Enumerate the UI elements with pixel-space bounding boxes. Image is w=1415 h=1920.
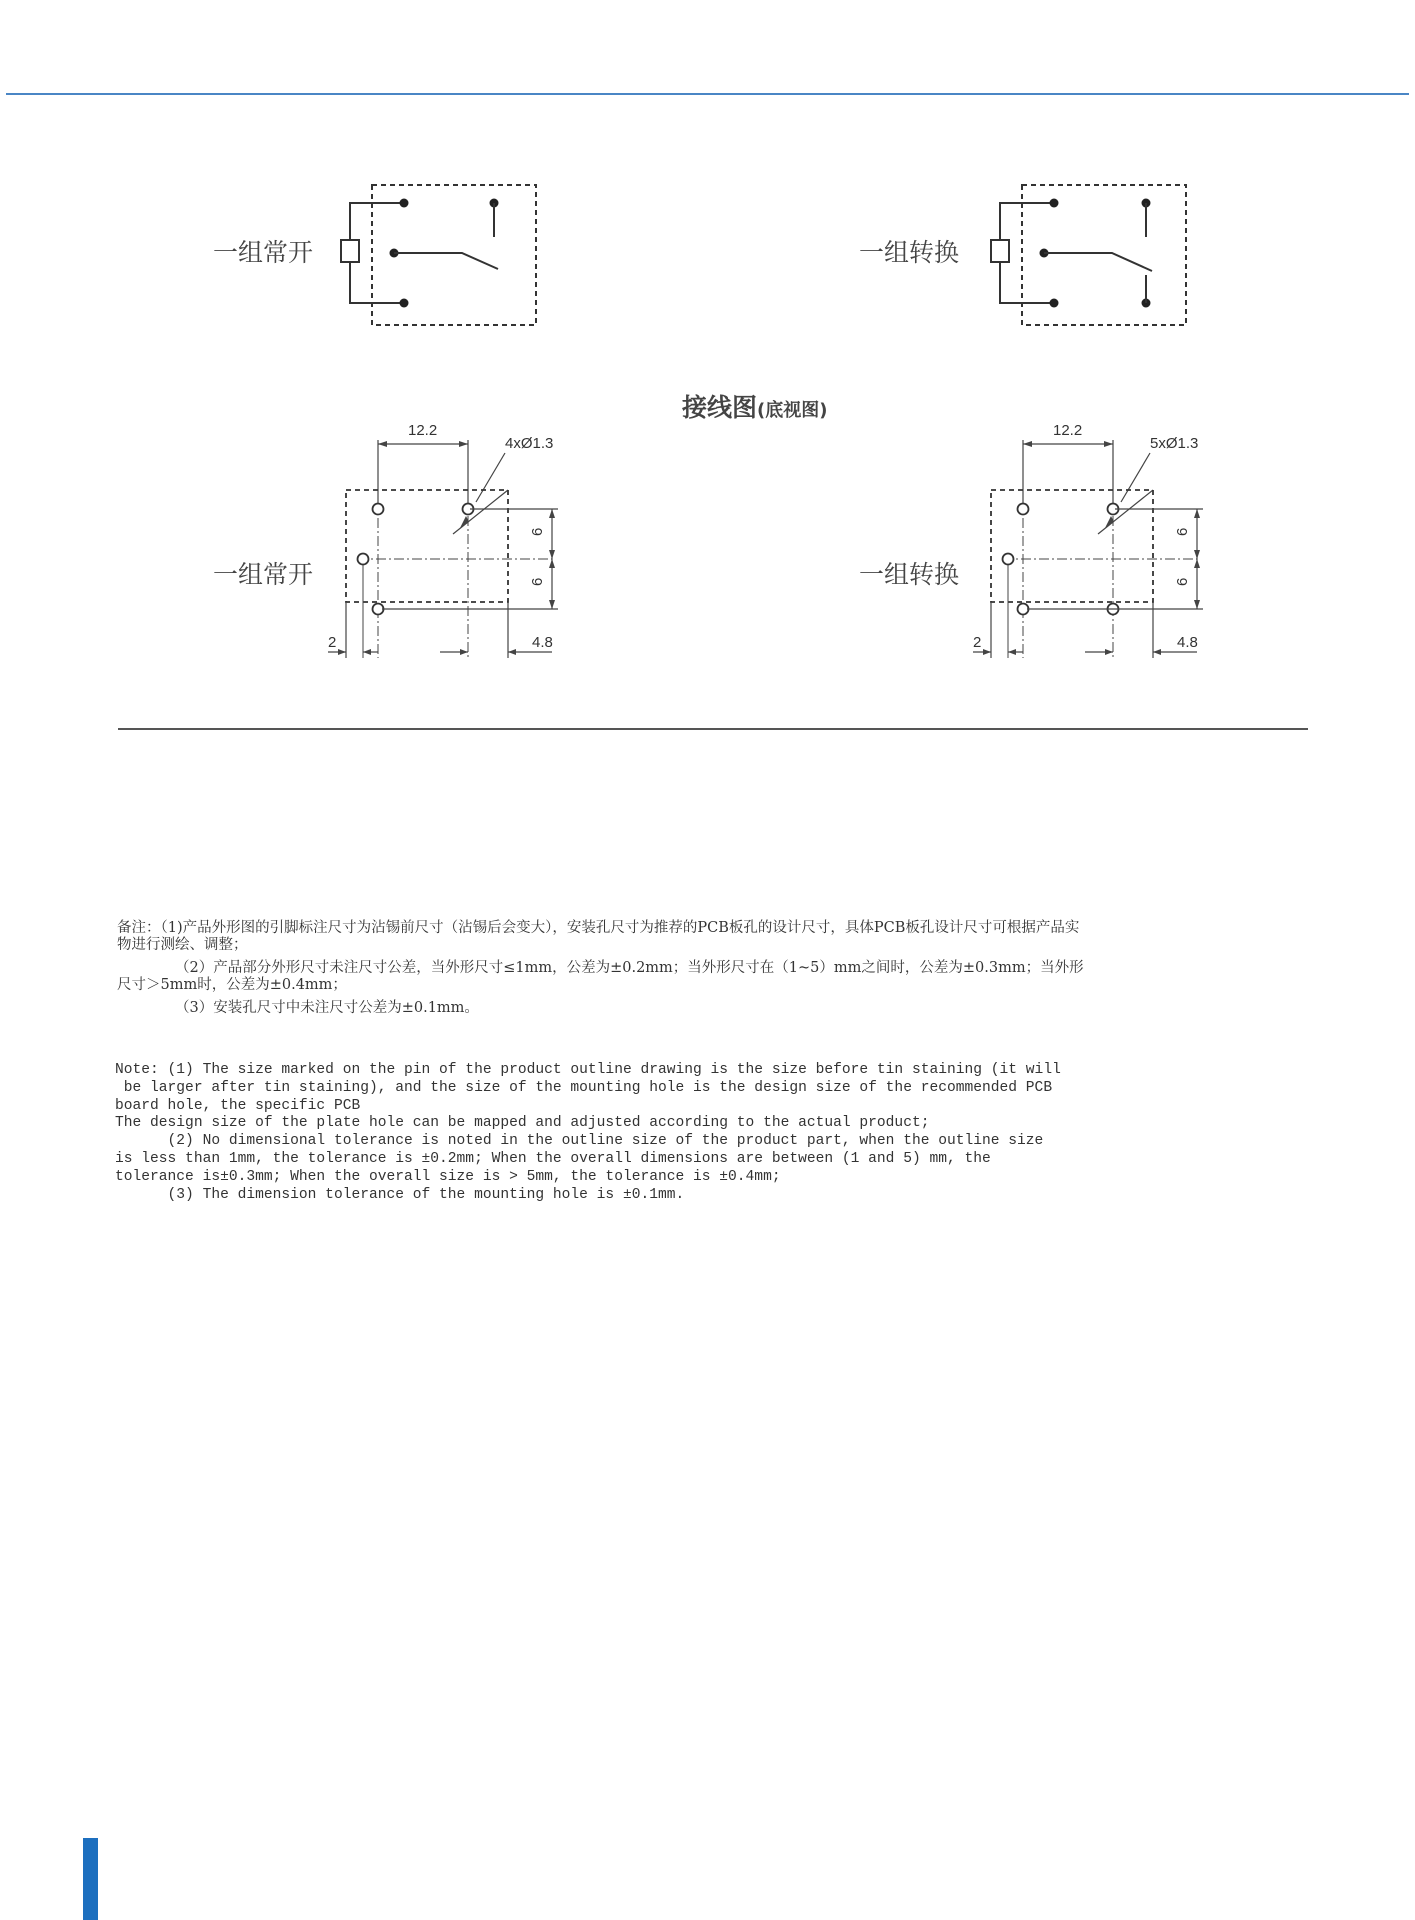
arrow-head [1194, 559, 1200, 568]
dim-v-lower-text: 6 [1174, 577, 1191, 586]
coil-wire-bottom [350, 262, 404, 303]
arrow-head [1023, 441, 1032, 447]
arrow-head [338, 649, 346, 655]
arrow-head [983, 649, 991, 655]
arrow-head [1194, 550, 1200, 559]
wiring-diagram-caption [682, 388, 827, 424]
pcb-layout-normally-open [320, 418, 580, 678]
dim-hole-text: 4xØ1.3 [505, 435, 554, 452]
note-en-line: Note: (1) The size marked on the pin of the product outline drawing is the size before tin staining (it will [115, 1062, 1061, 1078]
leader-line [1098, 490, 1153, 534]
note-en-line: (2) No dimensional tolerance is noted in the outline size of the product part, when the outline size [115, 1133, 1044, 1150]
arrow-head [549, 600, 555, 609]
switch-arm [1044, 253, 1152, 271]
dim-offset-left-text: 2 [328, 634, 337, 651]
arrow-head [460, 649, 468, 655]
dim-v-upper-text: 6 [529, 527, 546, 536]
note-cn-3: （3）安装孔尺寸中未注尺寸公差为±0.1mm。 [175, 1000, 479, 1016]
arrow-head [459, 441, 468, 447]
pin-hole [373, 604, 384, 615]
arrow-head [1194, 509, 1200, 518]
caption-sub: (底视图) [757, 400, 828, 421]
coil-wire-top [1000, 203, 1054, 240]
arrow-head [549, 559, 555, 568]
pcb-layout-changeover [965, 418, 1225, 678]
note-en-line: tolerance is±0.3mm; When the overall size is > 5mm, the tolerance is ±0.4mm; [115, 1168, 781, 1185]
coil-wire-top [350, 203, 404, 240]
arrow-head [1153, 649, 1161, 655]
note-cn-1: 备注：（1)产品外形图的引脚标注尺寸为沾锡前尺寸（沾锡后会变大），安装孔尺寸为推荐的PCB板孔的设计尺寸，具体PCB板孔设计尺寸可根据产品实物进行测绘、调整； [117, 920, 1080, 953]
switch-arm [394, 253, 498, 269]
pin-hole [1003, 554, 1014, 565]
schematic-changeover [970, 175, 1200, 335]
dim-offset-right-text: 4.8 [532, 634, 553, 651]
component-outline [991, 490, 1153, 602]
pin-dot [400, 299, 409, 308]
arrow-head [378, 441, 387, 447]
pin-hole [1018, 504, 1029, 515]
header-rule [6, 93, 1409, 95]
label-co-schematic: 一组转换 [859, 238, 960, 267]
note-en-line: (3) The dimension tolerance of the mounting hole is ±0.1mm. [115, 1186, 685, 1203]
arrow-head [363, 649, 371, 655]
section-divider [118, 728, 1308, 730]
dim-hole-text: 5xØ1.3 [1150, 435, 1199, 452]
footer-accent-bar [83, 1838, 98, 1920]
notes-chinese [117, 920, 1087, 1023]
pin-hole [373, 504, 384, 515]
coil-symbol [991, 240, 1009, 262]
schematic-normally-open [320, 175, 550, 335]
arrow-head [549, 509, 555, 518]
caption-main: 接线图 [682, 393, 758, 422]
note-cn-2: （2）产品部分外形尺寸未注尺寸公差，当外形尺寸≤1mm，公差为±0.2mm；当外形尺寸在（1~5）mm之间时，公差为±0.3mm；当外形尺寸＞5mm时，公差为±0.4mm； [117, 960, 1084, 993]
dim-pitch-text: 12.2 [1053, 422, 1083, 439]
label-co-layout: 一组转换 [859, 560, 960, 589]
dim-offset-left-text: 2 [973, 634, 982, 651]
pin-dot [1050, 299, 1059, 308]
dim-offset-right-text: 4.8 [1177, 634, 1198, 651]
dim-pitch-text: 12.2 [408, 422, 438, 439]
leader-line [476, 453, 505, 502]
note-en-line: is less than 1mm, the tolerance is ±0.2mm; When the overall dimensions are between (1 and 5) mm, the [115, 1150, 991, 1167]
dim-v-lower-text: 6 [529, 577, 546, 586]
note-en-line: The design size of the plate hole can be mapped and adjusted according to the actual product; [115, 1115, 930, 1132]
notes-english [115, 1062, 1115, 1204]
leader-line [453, 490, 508, 534]
pin-hole [1018, 604, 1029, 615]
arrow-head [508, 649, 516, 655]
component-outline [346, 490, 508, 602]
arrow-head [1105, 649, 1113, 655]
arrow-head [549, 550, 555, 559]
dim-v-upper-text: 6 [1174, 527, 1191, 536]
pin-hole [358, 554, 369, 565]
coil-symbol [341, 240, 359, 262]
arrow-head [1008, 649, 1016, 655]
label-no-layout: 一组常开 [213, 560, 314, 589]
note-en-line: board hole, the specific PCB [115, 1097, 361, 1114]
leader-line [1121, 453, 1150, 502]
pin-dot [1050, 199, 1059, 208]
label-no-schematic: 一组常开 [213, 238, 314, 267]
coil-wire-bottom [1000, 262, 1054, 303]
arrow-head [1194, 600, 1200, 609]
pin-dot [400, 199, 409, 208]
arrow-head [1104, 441, 1113, 447]
note-en-line: be larger after tin staining), and the size of the mounting hole is the design size of the recommended PCB [115, 1079, 1053, 1096]
